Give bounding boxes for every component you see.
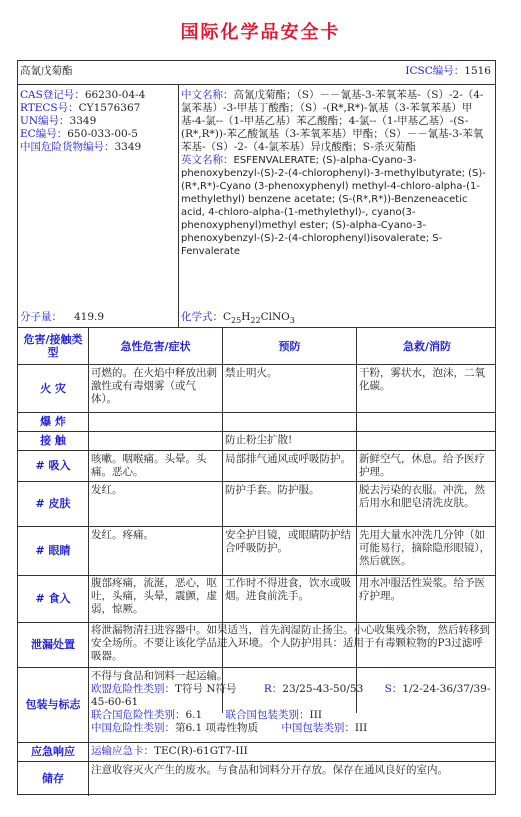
th-hazard-type: 危害/接触类型 bbox=[23, 333, 83, 359]
skin-aid: 脱去污染的衣服。冲洗，然后用水和肥皂清洗皮肤。 bbox=[359, 484, 485, 509]
th-prevention: 预防 bbox=[278, 339, 301, 353]
safety-card bbox=[17, 60, 496, 795]
th-first-aid: 急救/消防 bbox=[402, 339, 452, 353]
packaging-text bbox=[89, 670, 495, 735]
spill-label: 泄漏处置 bbox=[31, 638, 75, 651]
inhalation-symptoms: 咳嗽。咽喉痛。头晕。头痛。恶心。 bbox=[91, 453, 207, 478]
row-type-skin: # 皮肤 bbox=[35, 497, 71, 510]
th-symptoms: 急性危害/症状 bbox=[120, 339, 191, 353]
emergency-label: 应急响应 bbox=[31, 745, 75, 758]
row-type-inhalation: # 吸入 bbox=[35, 459, 71, 472]
skin-symptoms: 发红。 bbox=[91, 484, 123, 496]
cas-number: CAS登记号：66230-04-4 bbox=[20, 89, 146, 101]
rtecs-number: RTECS号：CY1576367 bbox=[20, 102, 141, 114]
molecular-weight: 分子量： 419.9 bbox=[20, 311, 105, 323]
packaging-label: 包装与标志 bbox=[25, 698, 81, 711]
row-type-eyes: # 眼睛 bbox=[35, 544, 71, 557]
fire-prevention: 禁止明火。 bbox=[225, 367, 278, 379]
ingestion-symptoms: 腹部疼痛，流涎，恶心，呕吐，头痛，头晕，震颤，虚弱，惊厥。 bbox=[91, 577, 217, 615]
row-type-ingestion: # 食入 bbox=[35, 592, 71, 605]
card-title: 国际化学品安全卡 bbox=[180, 22, 341, 43]
chemical-name: 高氰戊菊酯 bbox=[20, 65, 73, 77]
cn-hazard-class: 中国危险性类别：第6.1 项毒性物质 中国包装类别：III bbox=[91, 722, 368, 734]
spill-text: 将泄漏物清扫进容器中。如果适当，首先润湿防止扬尘。小心收集残余物，然后转移到安全场所。不要让该化学品进入环境。个人防护用具：适用于有毒颗粒物的P3过滤呼吸器。 bbox=[91, 624, 490, 662]
contact-prevention: 防止粉尘扩散! bbox=[225, 434, 293, 446]
identifier-block bbox=[18, 89, 178, 154]
inhalation-prevention: 局部排气通风或呼吸防护。 bbox=[225, 453, 351, 465]
eyes-symptoms: 发红。疼痛。 bbox=[91, 529, 154, 541]
icsc-number: ICSC编号：1516 bbox=[405, 65, 491, 77]
fire-aid: 干粉，雾状水，泡沫，二氧化碳。 bbox=[359, 367, 485, 392]
un-number: UN编号：3349 bbox=[20, 115, 97, 127]
row-type-fire: 火 灾 bbox=[40, 381, 66, 395]
ec-number: EC编号：650-033-00-5 bbox=[20, 128, 138, 140]
names-block bbox=[179, 89, 495, 258]
emergency-card: 运输应急卡：TEC(R)-61GT7-III bbox=[91, 745, 248, 757]
chemical-formula: 化学式：$C_{25}H_{22}ClNO_3$ bbox=[181, 311, 295, 326]
row-type-contact: 接 触 bbox=[40, 434, 66, 447]
chinese-name: 中文名称：高氰戊菊酯；（S）－－氰基-3-苯氧苯基-（S）-2-（4-氯苯基）-3-甲基丁酸酯；（S）-(R*,R*)-氰基（3-苯氧苯基）甲基-4-氯--（1-甲基乙基）苯乙酸酯；4-氯--（1-甲基乙基）-(S-(R*,R*))-苯乙酸氰基（3-苯氧苯基）甲酯；（S）－－氰基-3-苯氧苯基-（S）-2-（4-氯苯基）异戊酸酯；S-杀灭菊酯 bbox=[181, 89, 484, 153]
storage-label: 储存 bbox=[42, 772, 64, 785]
storage-text: 注意收容灭火产生的废水。与食品和饲料分开存放。保存在通风良好的室内。 bbox=[91, 764, 448, 776]
row-type-explosion: 爆 炸 bbox=[40, 415, 66, 428]
cn-dangerous-goods-number: 中国危险货物编号：3349 bbox=[20, 141, 142, 153]
ingestion-prevention: 工作时不得进食，饮水或吸烟。进食前洗手。 bbox=[225, 577, 351, 602]
eu-hazard-class: 欧盟危险性类别：T符号 N符号 R：23/25-43-50/53 S：1/2-24-36/37/39-45-60-61 bbox=[91, 683, 491, 708]
english-name: 英文名称：ESFENVALERATE; (S)-alpha-Cyano-3-phenoxybenzyl-(S)-2-(4-chlorophenyl)-3-methylbutyrate; (S)-(R*,R*)-Cyano (3-phenoxyphenyl) methyl-4-chloro-alpha-(1-methylethyl) benzene acetate; (S-(R*,R*))-Benzeneacetic acid, 4-chloro-alpha-(1-methylethyl)-, cyano(3-phenoxyphenyl)methyl ester; (S)-alpha-Cyano-3-phenoxybenzyl-(S)-2-(4-chlorophenyl)isovalerate; S-Fenvalerate bbox=[181, 154, 486, 257]
eyes-prevention: 安全护目镜，或眼睛防护结合呼吸防护。 bbox=[225, 529, 351, 554]
skin-prevention: 防护手套。防护服。 bbox=[225, 484, 320, 496]
fire-symptoms: 可燃的。在火焰中释放出刺激性或有毒烟雾（或气体）。 bbox=[91, 367, 217, 405]
inhalation-aid: 新鲜空气，休息。给予医疗护理。 bbox=[359, 453, 485, 478]
un-hazard-class: 联合国危险性类别：6.1 联合国包装类别：III bbox=[91, 709, 322, 721]
packaging-line1: 不得与食品和饲料一起运输。 bbox=[91, 670, 228, 682]
ingestion-aid: 用水冲服活性炭浆。给予医疗护理。 bbox=[359, 577, 485, 602]
eyes-aid: 先用大量水冲洗几分钟（如可能易行，摘除隐形眼镜），然后就医。 bbox=[359, 529, 491, 567]
